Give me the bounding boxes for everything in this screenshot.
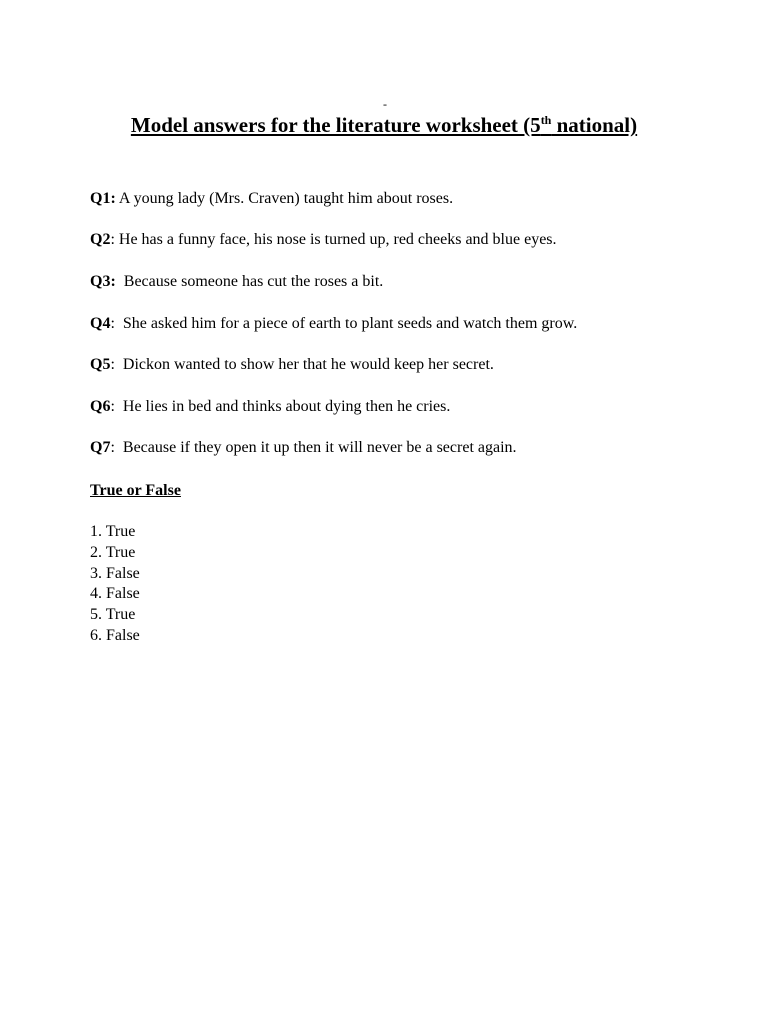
question-4 <box>90 314 577 334</box>
question-label: Q1: <box>90 190 116 207</box>
list-item: 6. False <box>90 626 140 644</box>
list-item: 2. True <box>90 543 136 561</box>
title-main: Model answers for the literature worksheet (5 <box>130 113 541 137</box>
question-2 <box>90 230 557 250</box>
question-3 <box>90 272 383 292</box>
list-item: 3. False <box>90 564 140 582</box>
title-end: national) <box>551 113 638 137</box>
question-answer: : She asked him for a piece of earth to plant seeds and watch them grow. <box>110 315 578 332</box>
list-item: 5. True <box>90 606 136 624</box>
question-label: Q2 <box>90 231 111 248</box>
question-answer: : Because if they open it up then it will never be a secret again. <box>110 439 517 456</box>
question-label: Q4 <box>90 315 111 332</box>
question-answer: Because someone has cut the roses a bit. <box>115 273 384 290</box>
true-false-list <box>90 522 140 647</box>
question-label: Q3: <box>90 273 116 290</box>
question-label: Q7 <box>90 439 111 456</box>
question-5 <box>90 355 494 375</box>
question-answer: : He lies in bed and thinks about dying then he cries. <box>110 398 451 415</box>
top-mark: - <box>383 97 387 111</box>
page-title <box>0 111 768 139</box>
question-7 <box>90 438 517 458</box>
question-answer: : Dickon wanted to show her that he would keep her secret. <box>110 356 494 373</box>
list-item: 4. False <box>90 585 140 603</box>
question-6 <box>90 397 450 417</box>
title-superscript: th <box>540 113 552 127</box>
question-answer: A young lady (Mrs. Craven) taught him about roses. <box>115 190 454 207</box>
question-answer: : He has a funny face, his nose is turned up, red cheeks and blue eyes. <box>110 231 557 248</box>
list-item: 1. True <box>90 523 136 540</box>
question-1 <box>90 189 453 209</box>
question-label: Q6 <box>90 398 111 415</box>
true-false-heading: True or False <box>90 482 181 499</box>
question-label: Q5 <box>90 356 111 373</box>
